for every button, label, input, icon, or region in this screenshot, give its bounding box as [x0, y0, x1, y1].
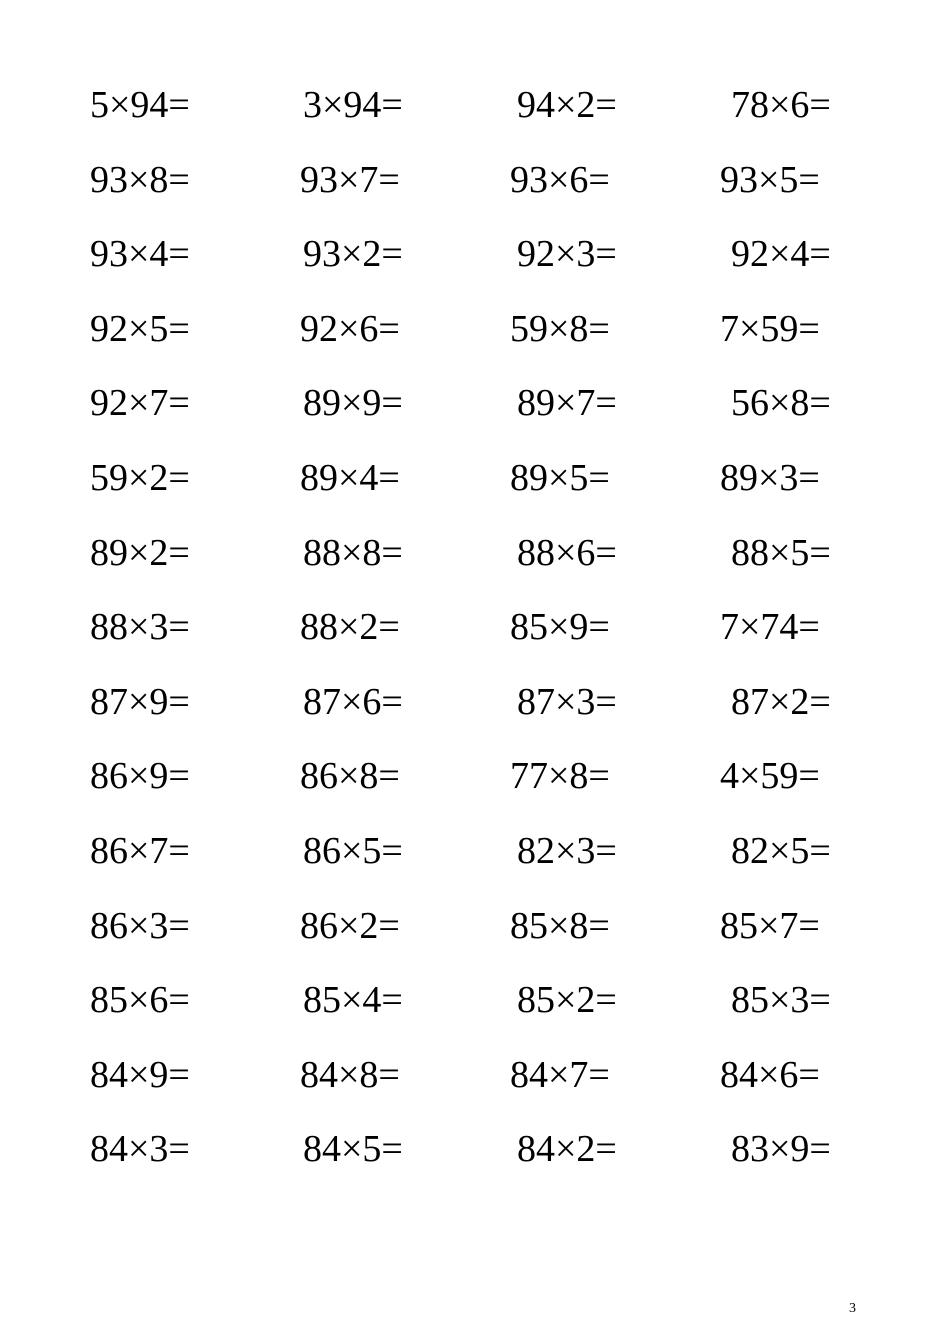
problem-r1-c1: 5×94= — [90, 84, 190, 126]
problem-r12-c3: 85×8= — [510, 905, 610, 947]
problem-r4-c3: 59×8= — [510, 308, 610, 350]
problem-r3-c4: 92×4= — [731, 233, 831, 275]
problem-r12-c1: 86×3= — [90, 905, 190, 947]
problem-r2-c2: 93×7= — [300, 159, 400, 201]
problem-r15-c2: 84×5= — [303, 1128, 403, 1170]
problem-r11-c3: 82×3= — [517, 830, 617, 872]
problem-r13-c1: 85×6= — [90, 979, 190, 1021]
problem-r14-c3: 84×7= — [510, 1054, 610, 1096]
problem-r1-c3: 94×2= — [517, 84, 617, 126]
problem-r7-c3: 88×6= — [517, 532, 617, 574]
problem-r8-c1: 88×3= — [90, 606, 190, 648]
problem-r9-c4: 87×2= — [731, 681, 831, 723]
page-number: 3 — [849, 1301, 856, 1316]
problem-r8-c4: 7×74= — [720, 606, 820, 648]
problem-r11-c4: 82×5= — [731, 830, 831, 872]
problem-r14-c1: 84×9= — [90, 1054, 190, 1096]
problem-r13-c3: 85×2= — [517, 979, 617, 1021]
problem-r15-c3: 84×2= — [517, 1128, 617, 1170]
problem-r4-c1: 92×5= — [90, 308, 190, 350]
problem-r10-c1: 86×9= — [90, 755, 190, 797]
problem-r7-c1: 89×2= — [90, 532, 190, 574]
problem-r13-c4: 85×3= — [731, 979, 831, 1021]
problem-r8-c2: 88×2= — [300, 606, 400, 648]
problem-r2-c3: 93×6= — [510, 159, 610, 201]
problem-r9-c2: 87×6= — [303, 681, 403, 723]
problem-r15-c4: 83×9= — [731, 1128, 831, 1170]
problem-r4-c4: 7×59= — [720, 308, 820, 350]
problem-r12-c2: 86×2= — [300, 905, 400, 947]
problem-r11-c2: 86×5= — [303, 830, 403, 872]
problem-r15-c1: 84×3= — [90, 1128, 190, 1170]
problem-r6-c3: 89×5= — [510, 457, 610, 499]
problem-r9-c1: 87×9= — [90, 681, 190, 723]
problem-r2-c4: 93×5= — [720, 159, 820, 201]
problem-r3-c1: 93×4= — [90, 233, 190, 275]
problem-r12-c4: 85×7= — [720, 905, 820, 947]
problem-r4-c2: 92×6= — [300, 308, 400, 350]
problem-r8-c3: 85×9= — [510, 606, 610, 648]
problem-r3-c2: 93×2= — [303, 233, 403, 275]
problem-r9-c3: 87×3= — [517, 681, 617, 723]
problem-r14-c4: 84×6= — [720, 1054, 820, 1096]
problem-r3-c3: 92×3= — [517, 233, 617, 275]
problem-r10-c3: 77×8= — [510, 755, 610, 797]
problem-r11-c1: 86×7= — [90, 830, 190, 872]
problem-r5-c2: 89×9= — [303, 382, 403, 424]
problem-r1-c2: 3×94= — [303, 84, 403, 126]
problem-r13-c2: 85×4= — [303, 979, 403, 1021]
problem-r5-c4: 56×8= — [731, 382, 831, 424]
problem-r7-c2: 88×8= — [303, 532, 403, 574]
problem-r5-c1: 92×7= — [90, 382, 190, 424]
problem-r7-c4: 88×5= — [731, 532, 831, 574]
problem-r10-c4: 4×59= — [720, 755, 820, 797]
problem-r1-c4: 78×6= — [731, 84, 831, 126]
problem-r10-c2: 86×8= — [300, 755, 400, 797]
problem-r2-c1: 93×8= — [90, 159, 190, 201]
problem-r6-c2: 89×4= — [300, 457, 400, 499]
problem-r5-c3: 89×7= — [517, 382, 617, 424]
problem-r6-c4: 89×3= — [720, 457, 820, 499]
problem-r14-c2: 84×8= — [300, 1054, 400, 1096]
problem-r6-c1: 59×2= — [90, 457, 190, 499]
